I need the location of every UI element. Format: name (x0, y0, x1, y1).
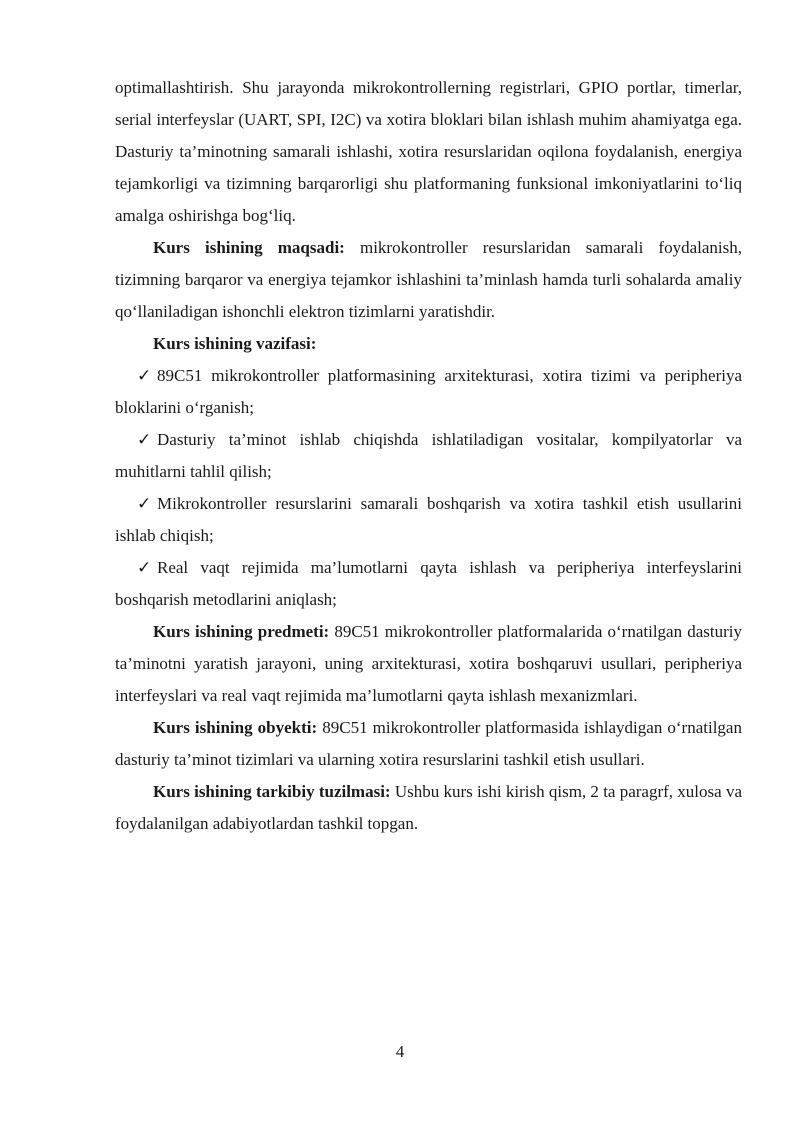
obyekt-text: 89C51 mikrokontroller platformasida ishlaydigan o‘rnatilgan dasturiy ta’minot tizimlari va ularning xotira resurslarini tashkil etish usullari. (115, 718, 742, 769)
checklist-item (115, 552, 742, 616)
obyekt-label: Kurs ishining obyekti: (153, 718, 318, 737)
tarkib-text: Ushbu kurs ishi kirish qism, 2 ta paragrf, xulosa va foydalanilgan adabiyotlardan tashkil topgan. (115, 782, 742, 833)
checklist-item-text: Dasturiy ta’minot ishlab chiqishda ishlatiladigan vositalar, kompilyatorlar va muhitlarni tahlil qilish; (115, 430, 742, 481)
maqsad-label: Kurs ishining maqsadi: (153, 238, 345, 257)
tarkib-label: Kurs ishining tarkibiy tuzilmasi: (153, 782, 391, 801)
intro-paragraph: optimallashtirish. Shu jarayonda mikrokontrollerning registrlari, GPIO portlar, timerlar, serial interfeyslar (UART, SPI, I2C) va xotira bloklari bilan ishlash muhim ahamiyatga ega. Dasturiy ta’minotning samarali ishlashi, xotira resurslaridan oqilona foydalanish, energiya tejamkorligi va tizimning barqarorligi shu platformaning funksional imkoniyatlarini to‘liq amalga oshirishga bog‘liq. (115, 78, 742, 225)
predmet-label: Kurs ishining predmeti: (153, 622, 330, 641)
vazifa-heading (115, 328, 742, 360)
vazifa-label: Kurs ishining vazifasi: (153, 334, 317, 353)
obyekt-paragraph (115, 712, 742, 776)
checklist-item-text: Mikrokontroller resurslarini samarali boshqarish va xotira tashkil etish usullarini ishlab chiqish; (115, 494, 742, 545)
predmet-paragraph (115, 616, 742, 712)
maqsad-text: mikrokontroller resurslaridan samarali foydalanish, tizimning barqaror va energiya tejamkor ishlashini ta’minlash hamda turli sohalarda amaliy qo‘llaniladigan ishonchli elektron tizimlarni yaratishdir. (115, 238, 742, 321)
checkmark-icon: ✓ (137, 366, 152, 385)
checklist-item (115, 488, 742, 552)
checkmark-icon: ✓ (137, 430, 152, 449)
page-content (115, 72, 742, 840)
maqsad-paragraph (115, 232, 742, 328)
checklist-item-text: 89C51 mikrokontroller platformasining arxitekturasi, xotira tizimi va peripheriya bloklarini o‘rganish; (115, 366, 742, 417)
checklist-item (115, 424, 742, 488)
predmet-text: 89C51 mikrokontroller platformalarida o‘rnatilgan dasturiy ta’minotni yaratish jarayoni, uning arxitekturasi, xotira boshqaruvi usullari, peripheriya interfeyslari va real vaqt rejimida ma’lumotlarni qayta ishlash mexanizmlari. (115, 622, 742, 705)
checkmark-icon: ✓ (137, 558, 152, 577)
checklist-item-text: Real vaqt rejimida ma’lumotlarni qayta ishlash va peripheriya interfeyslarini boshqarish metodlarini aniqlash; (115, 558, 742, 609)
checklist-item (115, 360, 742, 424)
tarkib-paragraph (115, 776, 742, 840)
page-number: 4 (395, 1042, 405, 1061)
checkmark-icon: ✓ (137, 494, 152, 513)
